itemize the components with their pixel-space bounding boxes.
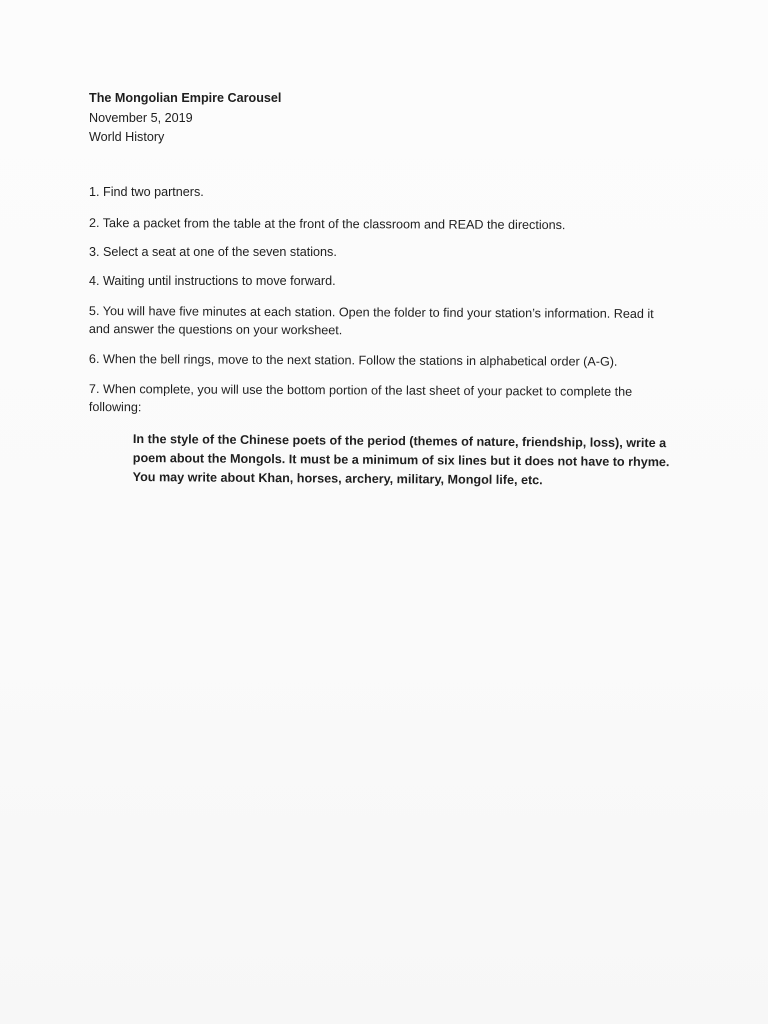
instruction-item-7	[89, 381, 699, 419]
instruction-item-5	[89, 303, 699, 341]
document-header	[89, 89, 281, 148]
poem-prompt-line: You may write about Khan, horses, archery, military, Mongol life, etc.	[132, 469, 543, 488]
instruction-line: 7. When complete, you will use the bottom portion of the last sheet of your packet to complete the	[88, 382, 633, 399]
instruction-line: 6. When the bell rings, move to the next station. Follow the stations in alphabetical order (A-G).	[88, 352, 618, 369]
instruction-item-6	[89, 351, 699, 372]
instruction-line: 3. Select a seat at one of the seven stations.	[89, 245, 337, 259]
poem-prompt-line: poem about the Mongols. It must be a minimum of six lines but it does not have to rhyme.	[132, 450, 670, 470]
instruction-line: and answer the questions on your worksheet.	[88, 321, 343, 337]
poem-prompt	[133, 430, 693, 491]
course-name: World History	[89, 130, 165, 144]
instruction-line: following:	[88, 399, 142, 414]
instruction-item-3	[89, 244, 699, 262]
instruction-line: 1. Find two partners.	[89, 185, 204, 199]
instruction-line: 5. You will have five minutes at each station. Open the folder to find your station’s information. Read it	[88, 304, 654, 321]
instruction-line: 4. Waiting until instructions to move forward.	[89, 274, 336, 288]
instruction-item-1	[89, 184, 699, 202]
instruction-item-4	[89, 273, 699, 291]
document-title: The Mongolian Empire Carousel	[89, 91, 282, 105]
instruction-line: 2. Take a packet from the table at the front of the classroom and READ the directions.	[88, 215, 566, 233]
document-date: November 5, 2019	[89, 110, 193, 125]
poem-prompt-line: In the style of the Chinese poets of the period (themes of nature, friendship, loss), write a	[132, 431, 667, 451]
instruction-item-2	[89, 215, 699, 235]
